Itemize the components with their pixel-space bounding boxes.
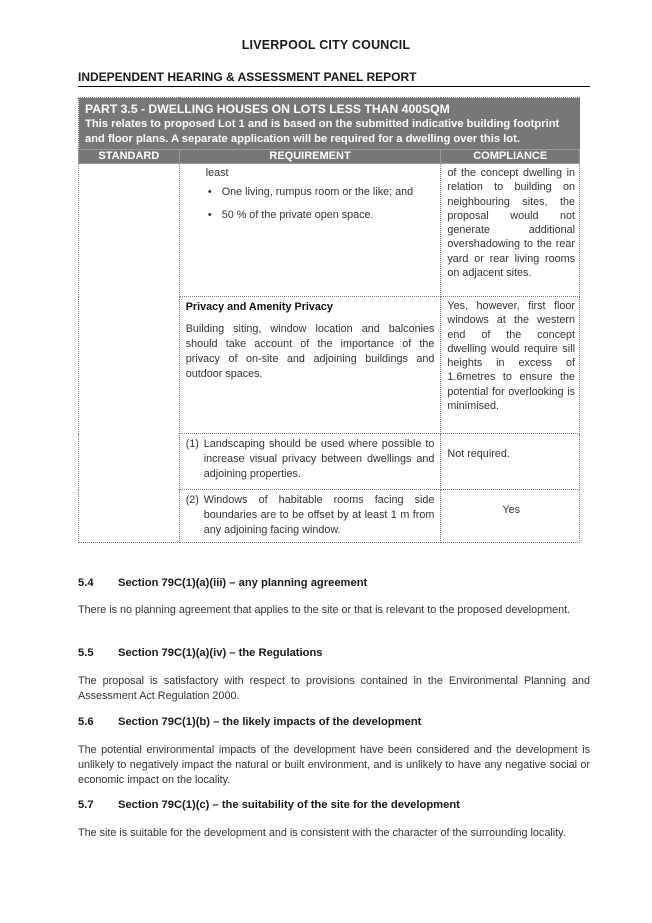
requirement-cell [179, 434, 441, 490]
part-title: PART 3.5 - DWELLING HOUSES ON LOTS LESS THAN 400SQM [85, 102, 450, 116]
requirement-heading: Privacy and Amenity Privacy [185, 301, 333, 313]
requirement-cell [179, 490, 441, 543]
section-heading: 5.5 Section 79C(1)(a)(iv) – the Regulations [78, 647, 323, 659]
section-heading: 5.4 Section 79C(1)(a)(iii) – any planning agreement [78, 577, 368, 589]
section-body: The site is suitable for the development and is consistent with the character of the surrounding locality. [78, 827, 566, 839]
header-rule [78, 86, 590, 87]
report-title: INDEPENDENT HEARING & ASSESSMENT PANEL REPORT [78, 70, 417, 84]
item-number: (2) [185, 494, 199, 506]
requirements-table [78, 97, 580, 543]
table-part-header [79, 98, 580, 150]
column-header-compliance: COMPLIANCE [441, 150, 580, 164]
section-heading: 5.7 Section 79C(1)(c) – the suitability of the site for the development [78, 799, 460, 811]
part-note: This relates to proposed Lot 1 and is based on the submitted indicative building footprint and floor plans. A separate application will be required for a dwelling over this lot. [85, 118, 560, 145]
council-name: LIVERPOOL CITY COUNCIL [241, 38, 411, 52]
bullet-icon: • [207, 186, 212, 198]
requirement-text: Landscaping should be used where possible to increase visual privacy between dwellings and adjoining properties. [203, 438, 435, 480]
item-number: (1) [185, 438, 199, 450]
compliance-cell: Yes, however, first floor windows at the western end of the concept dwelling would require sill heights in excess of 1.6metres to ensure the potential for overlooking is minimised. [441, 297, 580, 434]
section-body: The proposal is satisfactory with respect to provisions contained in the Environmental Planning and Assessment Act Regulation 2000. [78, 675, 590, 702]
section-heading: 5.6 Section 79C(1)(b) – the likely impacts of the development [78, 716, 422, 728]
compliance-cell: Not required. [441, 434, 580, 490]
requirement-cell [179, 297, 441, 434]
compliance-cell: Yes [441, 490, 580, 543]
table-row [79, 164, 580, 297]
requirement-lead: least [205, 167, 229, 179]
column-header-standard: STANDARD [79, 150, 180, 164]
column-header-requirement: REQUIREMENT [179, 150, 441, 164]
section-body: The potential environmental impacts of the development have been considered and the development is unlikely to negatively impact the natural or built environment, and is unlikely to have any negative social or economic impact on the locality. [78, 744, 590, 786]
list-item: • 50 % of the private open space. [198, 208, 435, 223]
compliance-cell: of the concept dwelling in relation to building on neighbouring sites, the proposal would not generate additional overshadowing to the rear yard or rear living rooms on adjacent sites. [441, 164, 580, 297]
requirement-text: Windows of habitable rooms facing side boundaries are to be offset by at least 1 m from any adjoining facing window. [203, 494, 435, 536]
list-item: • One living, rumpus room or the like; and [198, 185, 435, 200]
requirement-cell [179, 164, 441, 297]
bullet-icon: • [207, 209, 212, 221]
requirement-text: Building siting, window location and balconies should take account of the importance of the privacy of on-site and adjoining buildings and outdoor spaces. [185, 323, 435, 380]
standard-cell [79, 164, 180, 543]
section-body: There is no planning agreement that applies to the site or that is relevant to the proposed development. [78, 604, 571, 616]
